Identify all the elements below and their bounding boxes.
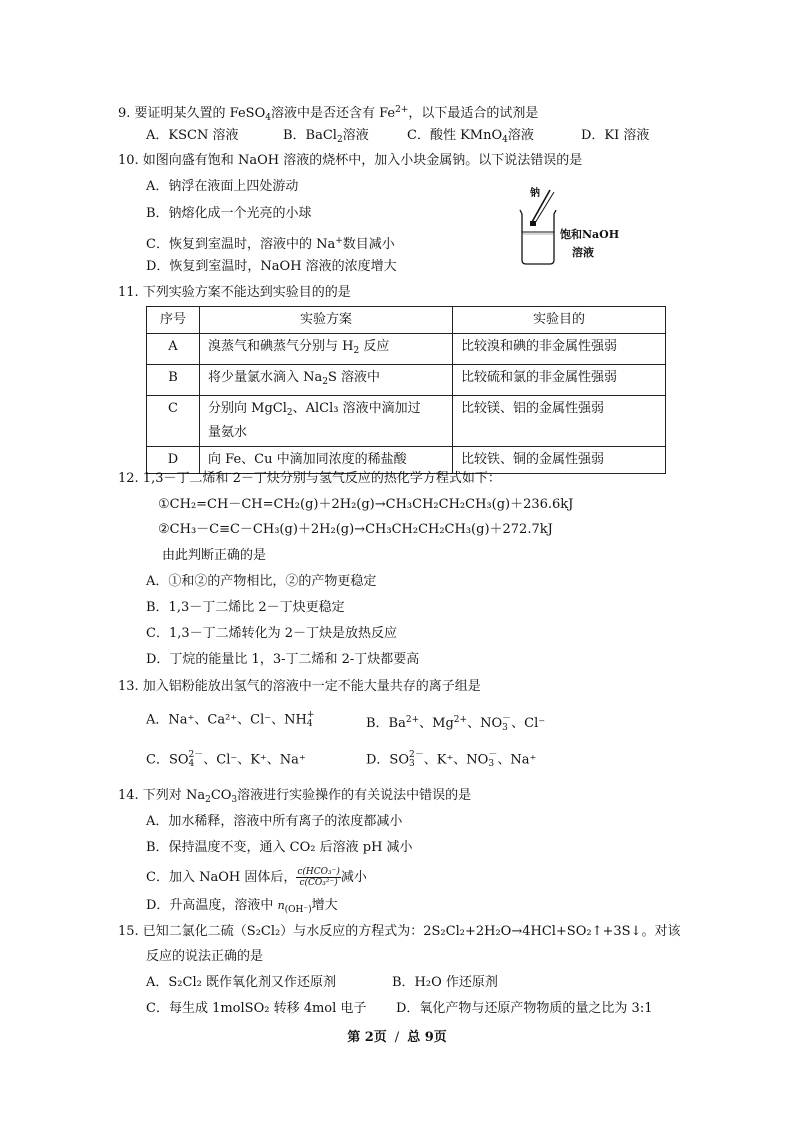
q13-c-sub: 4 — [188, 759, 195, 769]
page-footer — [0, 1026, 794, 1045]
q13-a-sup: + — [306, 710, 315, 720]
q13-b-mid: 、Mg — [419, 716, 454, 731]
q12-lead: 由此判断正确的是 — [162, 548, 267, 563]
q14-stem — [118, 787, 471, 809]
plan-text-2: 量氨水 — [208, 425, 248, 440]
figure-label-na: 钠 — [530, 188, 540, 199]
plan-text: 溴蒸气和碘蒸气分别与 H — [208, 339, 354, 354]
q9-b-text: B．BaCl — [283, 128, 337, 143]
plan-text: 将少量氯水滴入 Na — [208, 370, 323, 385]
plan-sub: 2 — [286, 408, 293, 418]
q13-b-stack — [502, 715, 511, 733]
page-number: 第 2页 — [347, 1030, 387, 1045]
fraction-denominator: c(CO₃²⁻) — [299, 878, 338, 888]
q13-c-stack — [189, 751, 204, 769]
q14-option-a[interactable]: A．加水稀释，溶液中所有离子的浓度都减小 — [146, 814, 403, 829]
fraction-numerator: c(HCO₃⁻) — [297, 867, 340, 877]
q15-option-c[interactable]: C．每生成 1molSO₂ 转移 4mol 电子 — [146, 1001, 367, 1016]
table-row — [147, 396, 666, 447]
row-id: D — [147, 447, 200, 474]
q14-stem-post: 溶液进行实验操作的有关说法中错误的是 — [237, 788, 472, 803]
q14-d-text: D．升高温度，溶液中 — [146, 898, 278, 913]
q13-b-sup3: － — [502, 713, 512, 724]
table-header-row — [147, 307, 666, 334]
row-id: C — [147, 396, 200, 447]
q13-d-sub: 3 — [409, 759, 415, 769]
row-id: A — [147, 334, 200, 365]
q10-option-b[interactable]: B．钠熔化成一个光亮的小球 — [146, 206, 312, 221]
q13-d-text: D．SO — [366, 752, 409, 768]
q11-table — [146, 306, 666, 474]
q12-equation-1: ①CH₂=CH－CH=CH₂(g)＋2H₂(g)→CH₃CH₂CH₂CH₃(g)＋236.6kJ — [158, 497, 574, 512]
q9-c-text: C．酸性 KMnO — [407, 128, 503, 143]
q14-c-text: C．加入 NaOH 固体后， — [146, 870, 297, 885]
plan-post: 反应 — [359, 339, 390, 354]
q13-a-sub: 4 — [306, 719, 313, 729]
q14-d-n: n — [277, 899, 285, 912]
plan-post: S 溶液中 — [328, 370, 381, 385]
plan-text: 分别向 MgCl — [208, 401, 287, 416]
q13-d-mid: 、K⁺、NO — [423, 752, 489, 768]
row-goal: 比较铁、铜的金属性强弱 — [453, 447, 666, 474]
row-plan: 向 Fe、Cu 中滴加同浓度的稀盐酸 — [200, 447, 453, 474]
q13-d-post: 、Na⁺ — [497, 752, 537, 768]
row-plan — [200, 365, 453, 396]
plan-post: 、AlCl₃ 溶液中滴加过 — [292, 401, 421, 416]
q12-stem: 12. 1,3－丁二烯和 2－丁炔分别与氢气反应的热化学方程式如下： — [118, 471, 501, 486]
q13-b-post: 、Cl⁻ — [511, 716, 546, 731]
plan-sub: 2 — [322, 377, 328, 387]
q14-option-d[interactable] — [146, 897, 338, 919]
q15-stem-1: 15. 已知二氯化二硫（S₂Cl₂）与水反应的方程式为：2S₂Cl₂+2H₂O→4HCl+SO₂↑+3S↓。对该 — [118, 924, 681, 939]
q15-option-a[interactable]: A．S₂Cl₂ 既作氧化剂又作还原剂 — [146, 975, 336, 990]
header-goal: 实验目的 — [453, 307, 666, 334]
figure-label-line1: 饱和NaOH — [560, 228, 620, 241]
q9-option-c[interactable] — [407, 127, 534, 149]
table-row — [147, 365, 666, 396]
q14-stem-text: 14. 下列对 Na — [118, 788, 206, 803]
q9-stem-mid: 溶液中是否还含有 Fe — [270, 106, 396, 121]
row-goal: 比较溴和碘的非金属性强弱 — [453, 334, 666, 365]
q13-option-c[interactable] — [146, 751, 306, 770]
q15-stem-2: 反应的说法正确的是 — [146, 949, 264, 964]
q11-stem: 11. 下列实验方案不能达到实验目的的是 — [118, 285, 351, 300]
q14-d-sub: (OH⁻) — [284, 905, 312, 915]
q14-sub2: 3 — [231, 795, 238, 805]
q14-option-c[interactable] — [146, 867, 367, 888]
q9-c-sub: 4 — [502, 135, 508, 145]
q9-c-post: 溶液 — [507, 128, 534, 143]
q9-option-d[interactable]: D．KI 溶液 — [581, 128, 650, 143]
q10-c-post: 数目减小 — [342, 237, 395, 252]
q10-option-c[interactable] — [146, 232, 395, 254]
q13-option-d[interactable] — [366, 751, 536, 770]
q13-stem: 13. 加入铝粉能放出氢气的溶液中一定不能大量共存的离子组是 — [118, 679, 481, 694]
q9-b-post: 溶液 — [342, 128, 369, 143]
q13-b-mid2: 、NO — [467, 716, 503, 731]
header-id: 序号 — [147, 307, 200, 334]
q9-option-a[interactable]: A．KSCN 溶液 — [146, 128, 239, 143]
q14-c-fraction — [296, 867, 341, 888]
q13-d-stack — [409, 751, 424, 769]
row-goal: 比较硫和氯的非金属性强弱 — [453, 365, 666, 396]
plan-sub: 2 — [353, 346, 360, 356]
q13-d-sup: 2－ — [409, 750, 424, 760]
q15-option-d[interactable]: D．氧化产物与还原产物物质的量之比为 3:1 — [396, 1001, 653, 1016]
q9-stem-text: 9. 要证明某久置的 FeSO — [118, 106, 266, 121]
sodium-piece — [530, 221, 536, 226]
q12-option-d[interactable]: D．丁烷的能量比 1，3-丁二烯和 2-丁炔都要高 — [146, 652, 420, 667]
q13-b-sup1: 2+ — [405, 715, 420, 725]
q10-c-text: C．恢复到室温时，溶液中的 Na — [146, 237, 336, 252]
page-total: 总 9页 — [407, 1030, 447, 1045]
row-goal: 比较镁、铝的金属性强弱 — [453, 396, 666, 447]
q13-b-text: B．Ba — [366, 716, 406, 731]
q13-d-sup2: － — [488, 750, 498, 760]
beaker-figure — [510, 188, 630, 268]
q9-stem — [118, 101, 538, 127]
q12-option-a[interactable]: A．①和②的产物相比，②的产物更稳定 — [146, 574, 377, 589]
q12-equation-2: ②CH₃－C≡C－CH₃(g)＋2H₂(g)→CH₃CH₂CH₂CH₃(g)＋272.7kJ — [158, 522, 553, 537]
q13-c-sup: 2－ — [188, 750, 204, 760]
q13-a-text: A．Na⁺、Ca²⁺、Cl⁻、NH — [146, 712, 307, 728]
q9-stem-post: ，以下最适合的试剂是 — [408, 106, 539, 121]
q10-option-a[interactable]: A．钠浮在液面上四处游动 — [146, 179, 299, 194]
q10-option-d[interactable]: D．恢复到室温时，NaOH 溶液的浓度增大 — [146, 259, 397, 274]
q13-b-sub3: 3 — [502, 722, 508, 733]
q13-b-sup2: 2+ — [453, 715, 468, 725]
q9-option-b[interactable] — [283, 127, 369, 149]
q9-b-sub: 2 — [336, 135, 343, 145]
q9-sub: 4 — [265, 113, 271, 123]
q13-a-stack — [307, 711, 315, 729]
q13-option-b[interactable] — [366, 711, 545, 733]
q13-option-a[interactable] — [146, 711, 314, 730]
q15-option-b[interactable]: B．H₂O 作还原剂 — [392, 975, 498, 990]
footer-separator: / — [394, 1030, 400, 1045]
q14-sub1: 2 — [205, 795, 211, 805]
q14-stem-mid: CO — [210, 788, 232, 803]
q12-option-b[interactable]: B．1,3－丁二烯比 2－丁炔更稳定 — [146, 600, 345, 615]
q10-c-sup: + — [335, 236, 343, 246]
row-plan — [200, 396, 453, 447]
figure-label-line2: 溶液 — [572, 246, 594, 259]
row-id: B — [147, 365, 200, 396]
q13-d-stack-2 — [488, 751, 497, 769]
row-plan — [200, 334, 453, 365]
q9-sup: 2+ — [395, 105, 409, 115]
q14-option-b[interactable]: B．保持温度不变，通入 CO₂ 后溶液 pH 减小 — [146, 840, 413, 855]
q12-option-c[interactable]: C．1,3－丁二烯转化为 2－丁炔是放热反应 — [146, 626, 398, 641]
header-plan: 实验方案 — [200, 307, 453, 334]
q13-c-post: 、Cl⁻、K⁺、Na⁺ — [203, 752, 306, 768]
table-row — [147, 334, 666, 365]
q13-c-text: C．SO — [146, 752, 189, 768]
q13-d-sub2: 3 — [488, 759, 495, 769]
q14-d-post: 增大 — [311, 898, 338, 913]
q14-c-post: 减小 — [340, 870, 367, 885]
q10-stem: 10. 如图向盛有饱和 NaOH 溶液的烧杯中，加入小块金属钠。以下说法错误的是 — [118, 153, 583, 168]
